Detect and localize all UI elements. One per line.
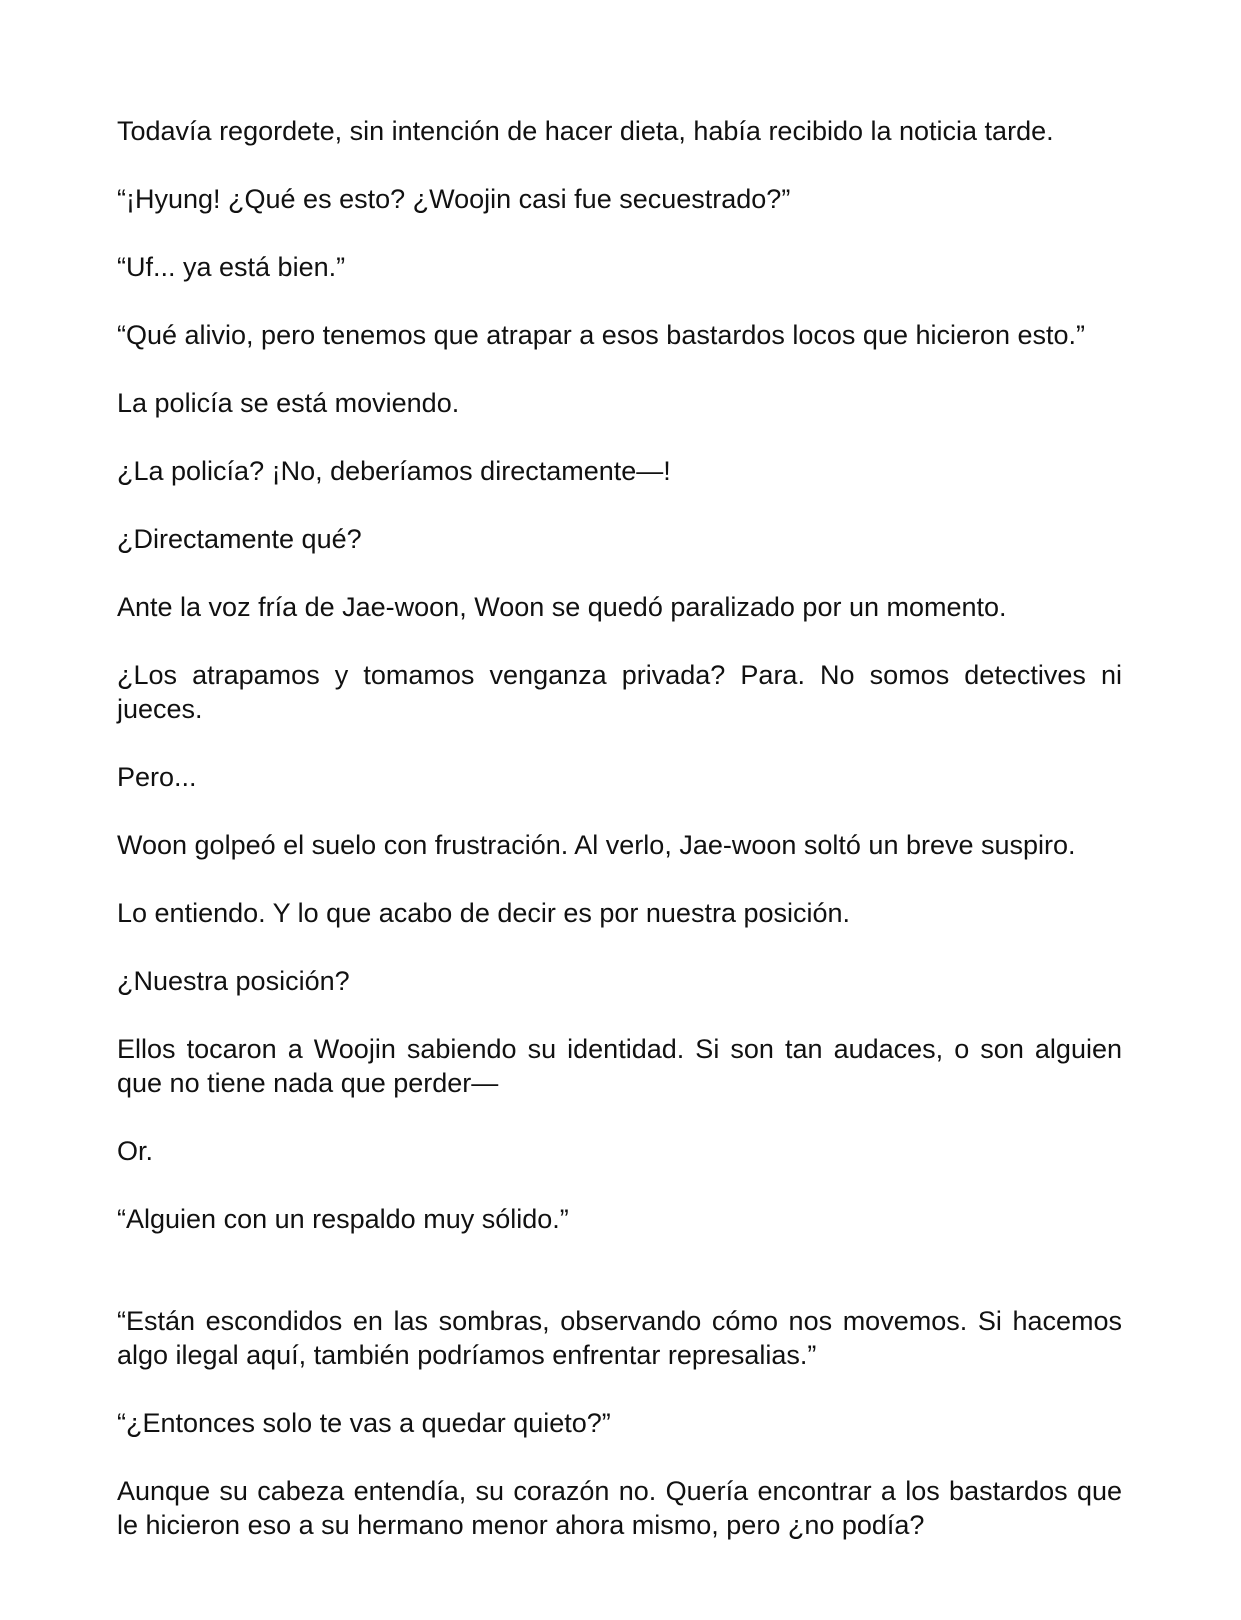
blank-line — [117, 1270, 1122, 1304]
paragraph: “Están escondidos en las sombras, observando cómo nos movemos. Si hacemos algo ilegal aquí, también podríamos enfrentar represalias.” — [117, 1306, 1122, 1370]
paragraph: “Uf... ya está bien.” — [117, 252, 346, 282]
paragraph: “Qué alivio, pero tenemos que atrapar a esos bastardos locos que hicieron esto.” — [117, 320, 1086, 350]
paragraph: La policía se está moviendo. — [117, 388, 460, 418]
text-body — [117, 114, 1122, 1576]
paragraph: Or. — [117, 1136, 154, 1166]
paragraph: Pero... — [117, 762, 197, 792]
paragraph: ¿Los atrapamos y tomamos venganza privada? Para. No somos detectives ni jueces. — [117, 660, 1122, 724]
paragraph: ¿Directamente qué? — [117, 524, 362, 554]
paragraph: ¿Nuestra posición? — [117, 966, 350, 996]
paragraph: Lo entiendo. Y lo que acabo de decir es por nuestra posición. — [117, 898, 851, 928]
paragraph: “¿Entonces solo te vas a quedar quieto?” — [117, 1408, 611, 1438]
paragraph: ¿La policía? ¡No, deberíamos directamente—! — [117, 456, 671, 486]
paragraph: Aunque su cabeza entendía, su corazón no. Quería encontrar a los bastardos que le hicieron eso a su hermano menor ahora mismo, pero ¿no podía? — [117, 1476, 1122, 1540]
paragraph: Ellos tocaron a Woojin sabiendo su identidad. Si son tan audaces, o son alguien que no tiene nada que perder— — [117, 1034, 1122, 1098]
paragraph: Todavía regordete, sin intención de hacer dieta, había recibido la noticia tarde. — [117, 116, 1054, 146]
paragraph: “¡Hyung! ¿Qué es esto? ¿Woojin casi fue secuestrado?” — [117, 184, 791, 214]
paragraph: Ante la voz fría de Jae-woon, Woon se quedó paralizado por un momento. — [117, 592, 1007, 622]
paragraph: “Alguien con un respaldo muy sólido.” — [117, 1204, 569, 1234]
paragraph: Woon golpeó el suelo con frustración. Al verlo, Jae-woon soltó un breve suspiro. — [117, 830, 1076, 860]
